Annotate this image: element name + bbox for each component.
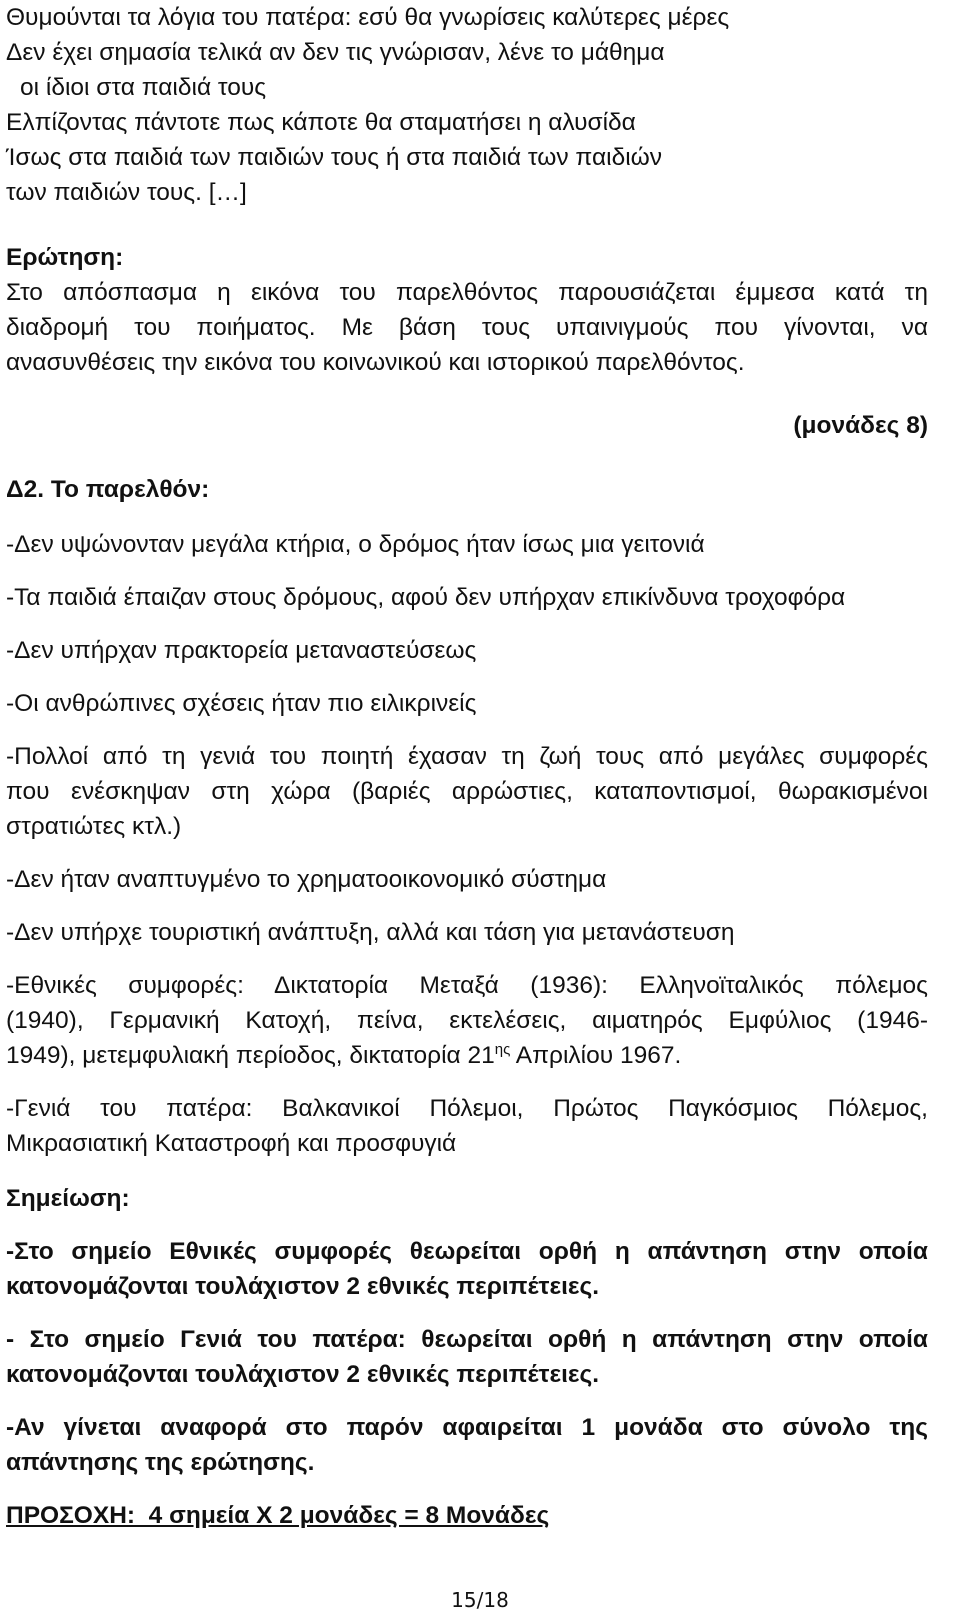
list-item-father: -Γενιά του πατέρα: Βαλκανικοί Πόλεμοι, Πρώτος Παγκόσμιος Πόλεμος, Μικρασιατική Καταστροφή και προσφυγιά [6,1095,928,1157]
page-number: 15/18 [451,1588,509,1612]
list-item: -Δεν υπήρχαν πρακτορεία μεταναστεύσεως [6,637,477,664]
attention-note: ΠΡΟΣΟΧΗ: 4 σημεία Χ 2 μονάδες = 8 Μονάδες [6,1502,550,1529]
poem-line: Ίσως στα παιδιά των παιδιών τους ή στα παιδιά των παιδιών [6,144,663,171]
poem-excerpt [6,0,928,210]
list-item: -Τα παιδιά έπαιζαν στους δρόμους, αφού δεν υπήρχαν επικίνδυνα τροχοφόρα [6,584,846,611]
note-paragraph: -Αν γίνεται αναφορά στο παρόν αφαιρείται 1 μονάδα στο σύνολο της απάντησης της ερώτησης. [6,1414,928,1476]
poem-line: Θυμούνται τα λόγια του πατέρα: εσύ θα γνωρίσεις καλύτερες μέρες [6,4,730,31]
question-text-line: Στο απόσπασμα η εικόνα του παρελθόντος παρουσιάζεται έμμεσα κατά τη [6,279,928,306]
question-text-line: διαδρομή του ποιήματος. Με βάση τους υπαινιγμούς που γίνονται, να [6,314,928,341]
list-item: -Δεν υπήρχε τουριστική ανάπτυξη, αλλά και τάση για μετανάστευση [6,919,735,946]
question-points: (μονάδες 8) [793,412,928,439]
list-item: -Οι ανθρώπινες σχέσεις ήταν πιο ειλικρινείς [6,690,477,717]
question-section [6,240,928,380]
note-paragraph: - Στο σημείο Γενιά του πατέρα: θεωρείται ορθή η απάντηση στην οποία κατονομάζονται τουλάχιστον 2 εθνικές περιπέτειες. [6,1326,928,1388]
list-item: -Δεν υψώνονταν μεγάλα κτήρια, ο δρόμος ήταν ίσως μια γειτονιά [6,531,705,558]
question-text-line: ανασυνθέσεις την εικόνα του κοινωνικού και ιστορικού παρελθόντος. [6,349,745,376]
note-heading: Σημείωση: [6,1185,130,1212]
question-heading: Ερώτηση: [6,244,124,271]
list-item-national: -Εθνικές συμφορές: Δικτατορία Μεταξά (1936): Ελληνοϊταλικός πόλεμος (1940), Γερμανική Κατοχή, πείνα, εκτελέσεις, αιματηρός Εμφύλιος (1946- 1949), μετεμφυλιακή περίοδος, δικτατορία $21^{\eta\varsigma}$ Απριλίου 1967. [6,972,928,1069]
answer-heading: Δ2. Το παρελθόν: [6,476,210,503]
poem-line: των παιδιών τους. […] [6,179,247,206]
note-section [6,1181,928,1533]
poem-line: Δεν έχει σημασία τελικά αν δεν τις γνώρισαν, λένε το μάθημα [6,39,665,66]
answer-list [6,527,928,1179]
list-item: -Δεν ήταν αναπτυγμένο το χρηματοοικονομικό σύστημα [6,866,607,893]
list-item: -Πολλοί από τη γενιά του ποιητή έχασαν τη ζωή τους από μεγάλες συμφορές που ενέσκηψαν στη χώρα (βαριές αρρώστιες, καταποντισμοί, θωρακισμένοι στρατιώτες κτλ.) [6,743,928,840]
poem-line: Ελπίζοντας πάντοτε πως κάποτε θα σταματήσει η αλυσίδα [6,109,636,136]
note-paragraph: -Στο σημείο Εθνικές συμφορές θεωρείται ορθή η απάντηση στην οποία κατονομάζονται τουλάχιστον 2 εθνικές περιπέτειες. [6,1238,928,1300]
poem-line: οι ίδιοι στα παιδιά τους [20,74,267,101]
